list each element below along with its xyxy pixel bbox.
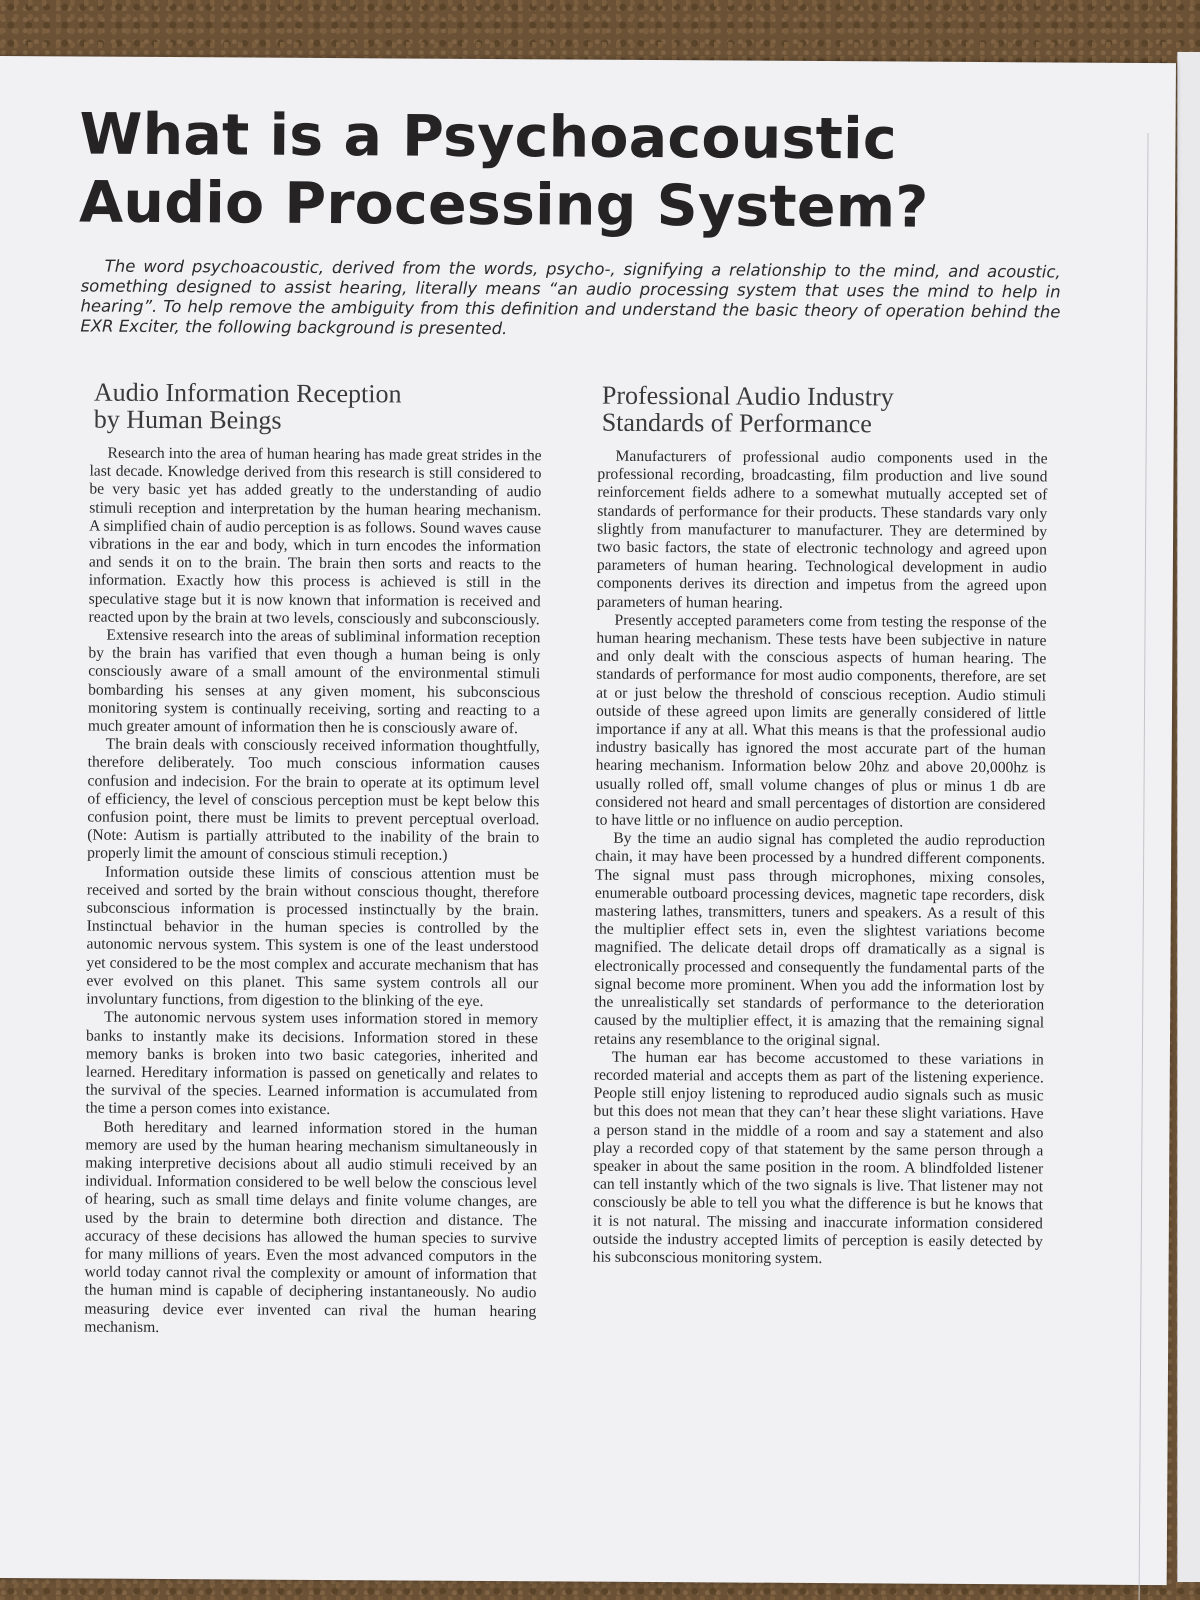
body-paragraph: Extensive research into the areas of subliminal information reception by the brain has varified that even though a human being is only consciously aware of a small amount of the environmental stimuli bombarding his senses at any given moment, his subconscious monitoring system is continually receiving, sorting and reacting to a much greater amount of information then he is consciously aware of. bbox=[87, 626, 541, 738]
body-paragraph: Manufacturers of professional audio components used in the professional recording, broadcasting, film production and live sound reinforcement fields adhere to a somewhat mutually accepted set of standards of performance for their products. These standards vary only slightly from manufacturer to manufacturer. They are determined by two basic factors, the state of electronic technology and agreed upon parameters of human hearing. Technological development in audio components derives its direction and impetus from the agreed upon parameters of human hearing. bbox=[596, 447, 1048, 612]
left-column-heading bbox=[94, 379, 542, 436]
page-fold-line bbox=[1138, 133, 1148, 1600]
body-paragraph: The human ear has become accustomed to these variations in recorded material and accepts them as part of the listening experience. People still enjoy listening to reproduced audio signals such as music but this does not mean that they can’t hear these slight variations. Have a person stand in the middle of a room and say a statement and also play a recorded copy of that statement by the same person through a speaker in about the same position in the room. A blindfolded listener can tell instantly which of the two signals is live. That listener may not consciously be able to tell you what the difference is but he knows that it is not natural. The missing and inaccurate information considered outside the industry accepted limits of perception is easily detected by his subconscious monitoring system. bbox=[592, 1048, 1044, 1267]
body-paragraph: Research into the area of human hearing has made great strides in the last decade. Knowledge derived from this research is still considered to be very basic yet has added greatly to the understanding of audio stimuli reception and interpretation by the human hearing mechanism. A simplified chain of audio perception is as follows. Sound waves cause vibrations in the ear and body, which in turn encodes the information and sends it on to the brain. The brain then sorts and reacts to the information. Exactly how this process is achieved is still in the speculative stage but it is now known that information is received and reacted upon by the brain at two levels, consciously and subconsciously. bbox=[88, 444, 542, 629]
left-column bbox=[84, 379, 542, 1340]
body-paragraph: Both hereditary and learned information stored in the human memory are used by the human hearing mechanism simultaneously in making interpretive decisions about all audio stimuli received by an individual. Information considered to be well below the conscious level of hearing, such as small time delays and finite volume changes, are used by the brain to determine both direction and distance. The accuracy of these decisions has allowed the human species to survive for many millions of years. Even the most advanced computors in the world today cannot rival the complexity or amount of information that the human mind is capable of deciphering instantaneously. No audio measuring device ever invented can rival the human hearing mechanism. bbox=[84, 1118, 538, 1336]
left-heading-line-1: Audio Information Reception bbox=[93, 377, 402, 409]
left-heading-line-2: by Human Beings bbox=[93, 404, 282, 435]
right-heading-line-1: Professional Audio Industry bbox=[601, 380, 894, 412]
intro-paragraph: The word psychoacoustic, derived from the words, psycho-, signifying a relationship to the mind, and acoustic, something designed to assist hearing, literally means “an audio processing system that uses the mind to help in hearing”. To help remove the ambiguity from this definition and understand the basic theory of operation behind the EXR Exciter, the following background is presented. bbox=[80, 256, 1061, 339]
title-line-2: Audio Processing System? bbox=[78, 169, 929, 241]
adjacent-page-edge bbox=[1177, 52, 1200, 1582]
body-paragraph: The brain deals with consciously received information thoughtfully, therefore deliberately. Too much conscious information causes confusion and indecision. For the brain to operate at its optimum level of efficiency, the level of conscious perception must be kept below this confusion point, there must be limits to prevent perceptual overload. (Note: Autism is partially attributed to the inability of the brain to properly limit the amount of conscious stimuli reception.) bbox=[87, 735, 540, 865]
body-paragraph: By the time an audio signal has completed the audio reproduction chain, it may have been processed by a hundred different components. The signal must pass through microphones, mixing consoles, enumerable outboard processing devices, magnetic tape recorders, disk mastering lathes, transmitters, tuners and speakers. As a result of this the multiplier effect sets in, even the slightest variations become magnified. The delicate detail drops off dramatically as a signal is electronically processed and consequently the fundamental parts of the signal become more prominent. When you add the information lost by the unrealistically set standards of performance to the deterioration caused by the multiplier effect, it is amazing that the remaining signal retains any resemblance to the original signal. bbox=[593, 830, 1046, 1049]
document-page bbox=[0, 56, 1176, 1585]
body-paragraph: Information outside these limits of conscious attention must be received and sorted by the brain without conscious thought, therefore subconscious information is processed instinctually by the brain. Instinctual behavior in the human species is controlled by the autonomic nervous system. This system is one of the least understood yet considered to be the most complex and accurate mechanism that has ever evolved on this planet. This same system controls all our involuntary functions, from digestion to the blinking of the eye. bbox=[86, 863, 540, 1011]
body-paragraph: Presently accepted parameters come from testing the response of the human hearing mechanism. These tests have been subjective in nature and only dealt with the conscious aspects of human hearing. The standards of performance for most audio components, therefore, are set at or just below the threshold of conscious reception. Audio stimuli outside of these agreed upon limits are generally considered of little importance if any at all. What this means is that the professional audio industry basically has ignored the most accurate part of the human hearing mechanism. Information below 20hz and above 20,000hz is usually rolled off, small volume changes of plus or minus 1 db are considered not heard and small percentages of distortion are considered to have little or no influence on audio perception. bbox=[595, 611, 1047, 831]
page-title bbox=[79, 100, 929, 241]
right-column-heading bbox=[602, 382, 1048, 439]
right-column bbox=[593, 382, 1048, 1270]
title-line-1: What is a Psychoacoustic bbox=[79, 101, 898, 173]
right-heading-line-2: Standards of Performance bbox=[601, 407, 872, 439]
body-paragraph: The autonomic nervous system uses information stored in memory banks to instantly make its decisions. Information stored in these memory banks is broken into two basic categories, inherited and learned. Hereditary information is passed on genetically and relates to the survival of the species. Learned information is accumulated from the time a person comes into existance. bbox=[85, 1008, 539, 1119]
